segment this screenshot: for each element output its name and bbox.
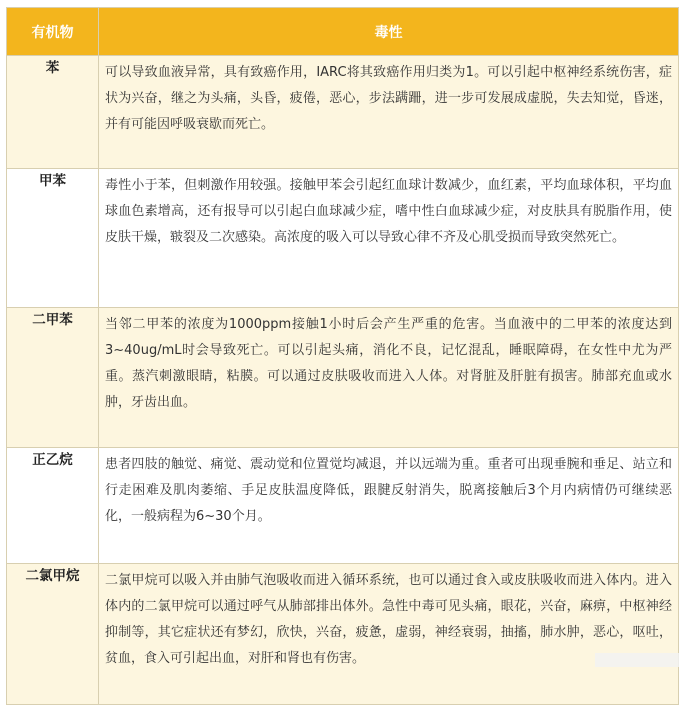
- toxicity-text: 患者四肢的触觉、痛觉、震动觉和位置觉均减退，并以远端为重。重者可出现垂腕和垂足、站立和行走困难及肌肉萎缩、手足皮肤温度降低，跟腱反射消失，脱离接触后3个月内病情仍可继续恶化，一般病程为6~30个月。: [99, 448, 679, 564]
- toxicity-text: 当邻二甲苯的浓度为1000ppm接触1小时后会产生严重的危害。当血液中的二甲苯的浓度达到3~40ug/mL时会导致死亡。可以引起头痛，消化不良，记忆混乱，睡眠障碍，在女性中尤为严重。蒸汽刺激眼睛，粘膜。可以通过皮肤吸收而进入人体。对肾脏及肝脏有损害。肺部充血或水肿，牙齿出血。: [99, 308, 679, 448]
- table-header-row: [7, 8, 679, 56]
- organic-name: 二甲苯: [7, 308, 99, 448]
- organic-name: 正乙烷: [7, 448, 99, 564]
- organic-name: 甲苯: [7, 169, 99, 308]
- table-row: [7, 448, 679, 564]
- table-row: [7, 56, 679, 169]
- table-row: [7, 308, 679, 448]
- watermark-overlay: [595, 653, 679, 667]
- table-row: [7, 564, 679, 705]
- header-organic: 有机物: [7, 8, 99, 56]
- toxicity-text: 二氯甲烷可以吸入并由肺气泡吸收而进入循环系统，也可以通过食入或皮肤吸收而进入体内。进入体内的二氯甲烷可以通过呼气从肺部排出体外。急性中毒可见头痛，眼花，兴奋，麻痹，中枢神经抑制等，其它症状还有梦幻，欣快，兴奋，疲惫，虚弱，神经衰弱，抽搐，肺水肿，恶心，呕吐，贫血，食入可引起出血，对肝和肾也有伤害。: [99, 564, 679, 705]
- table-row: [7, 169, 679, 308]
- organic-name: 苯: [7, 56, 99, 169]
- toxicity-text: 可以导致血液异常，具有致癌作用，IARC将其致癌作用归类为1。可以引起中枢神经系统伤害，症状为兴奋，继之为头痛，头昏，疲倦，恶心，步法蹒跚，进一步可发展成虚脱，失去知觉，昏迷，并有可能因呼吸衰歇而死亡。: [99, 56, 679, 169]
- organic-name: 二氯甲烷: [7, 564, 99, 705]
- header-toxicity: 毒性: [99, 8, 679, 56]
- toxicity-table: [6, 7, 679, 705]
- toxicity-text: 毒性小于苯，但刺激作用较强。接触甲苯会引起红血球计数减少，血红素，平均血球体积，平均血球血色素增高，还有报导可以引起白血球减少症，嗜中性白血球减少症，对皮肤具有脱脂作用，使皮肤干燥，皲裂及二次感染。高浓度的吸入可以导致心律不齐及心肌受损而导致突然死亡。: [99, 169, 679, 308]
